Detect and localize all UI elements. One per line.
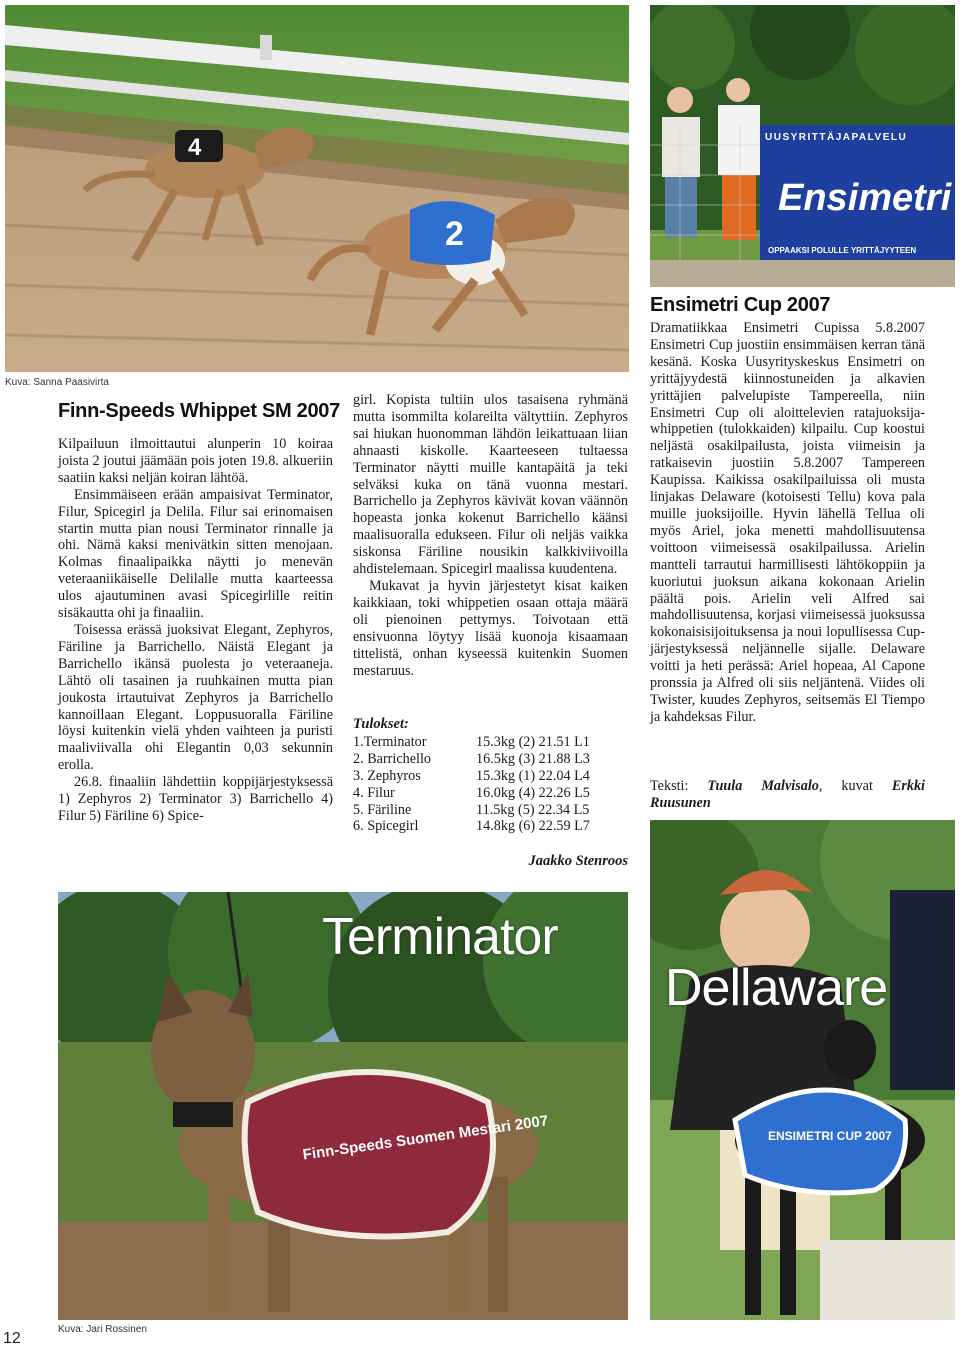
credit-photographer: Erkki Ruusunen — [650, 778, 925, 811]
results-place: 1.Terminator — [353, 734, 427, 750]
results-info: 11.5kg (5) 22.34 L5 — [476, 801, 590, 818]
article-paragraph: girl. Kopista tultiin ulos tasaisena ryhmänä mutta isommilta kolareilta vältyttiin. Zephyros sai hiukan huonomman lähdön leikattuaan liian ahnaasti kiskolle. Kaarteeseen tultaessa Terminator näytti muille kantapäitä ja teki selväksi kuka on tänä vuonna mestari. Barrichello ja Zephyros kävivät kovan väännön hopeasta jonka kokenut Barrichello käänsi maalisuoralla edukseen. Filur oli neljäs vaikka siskonsa Färiline nousikin kalkkiviivoilla ahdistelemaan. Spicegirl maalissa kuudentena. — [353, 392, 628, 578]
race-photo — [5, 5, 629, 372]
results-row — [353, 768, 628, 785]
terminator-cloak-text: Finn-Speeds Suomen Mestari 2007 — [301, 1112, 550, 1164]
credit-mid: , kuvat — [818, 778, 892, 794]
article-author: Jaakko Stenroos — [528, 853, 628, 869]
dellaware-cloak-text: ENSIMETRI CUP 2007 — [768, 1129, 892, 1143]
results-place: 5. Färiline — [353, 801, 412, 818]
race-dog-2-number: 2 — [445, 215, 464, 253]
results-place: 3. Zephyros — [353, 767, 421, 784]
article-column-1 — [58, 436, 333, 825]
top-photo-credit: Kuva: Sanna Paasivirta — [5, 377, 109, 388]
article-column-2 — [353, 392, 628, 679]
article-title-cup: Ensimetri Cup 2007 — [650, 294, 831, 316]
article-paragraph: Kilpailuun ilmoittautui alunperin 10 koiraa joista 2 joutui jäämään pois joten 19.8. alkueriin saatiin kaksi neljän koiran lähtöä. — [58, 436, 333, 486]
results-info: 16.0kg (4) 22.26 L5 — [476, 784, 590, 801]
article-paragraph: Ensimmäiseen erään ampaisivat Terminator, Filur, Spicegirl ja Delila. Filur sai erinomaisen startin mutta pian nousi Terminator rinnalle ja ohi. Nämä kaksi menivätkin sitten menojaan. Kolmas finaalipaikka näytti jo menevän veteraaniikäiselle Delilalle mutta kaarteessa ulos ajautuminen avasi Spicegirlille reitin sisäkautta ohi ja finaaliin. — [58, 486, 333, 622]
banner-logo-text: Ensimetri — [778, 177, 952, 219]
cup-article-credit — [650, 778, 925, 812]
banner-photo — [650, 5, 955, 287]
results-info: 14.8kg (6) 22.59 L7 — [476, 818, 590, 835]
page-number: 12 — [3, 1330, 21, 1347]
results-place: 4. Filur — [353, 784, 395, 801]
results-row — [353, 818, 628, 835]
results-info: 15.3kg (2) 21.51 L1 — [476, 734, 590, 750]
results-place: 6. Spicegirl — [353, 818, 419, 835]
article-paragraph: Mukavat ja hyvin järjestetyt kisat kaiken kaikkiaan, toki whippetien osaan ottaja määrä oli pienoinen pettymys. Toivotaan että ensivuonna löytyy lisää kuonoja kisaamaan tittelistä, onhan kyseessä kuitenkin Suomen mestaruus. — [353, 577, 628, 679]
results-place: 2. Barrichello — [353, 750, 432, 767]
results-title: Tulokset: — [353, 716, 409, 732]
results-row — [353, 734, 628, 751]
results-info: 15.3kg (1) 22.04 L4 — [476, 767, 590, 784]
banner-top-text: UUSYRITTÄJAPALVELU — [765, 132, 908, 143]
credit-author: Tuula Malvisalo — [707, 778, 819, 794]
results-row — [353, 751, 628, 768]
dellaware-photo — [650, 820, 955, 1320]
banner-bottom-text: OPPAAKSI POLULLE YRITTÄJYYTEEN — [768, 246, 917, 255]
article-paragraph: Dramatiikkaa Ensimetri Cupissa 5.8.2007 Ensimetri Cup juostiin ensimmäisen kerran tänä kesänä. Koska Uusyrityskeskus Ensimetri on yrittäjyydestä kiinnostuneiden ja alkavien yrittäjien palvelupiste Tampereella, niin Ensimetri Cup oli aloittelevien ratajuoksija-whippetien (tulokkaiden) kilpailu. Cup koostui neljästä osakilpailusta, joista viimeisin ja ratkaisevin juostiin 5.8.2007 Tampereen Kaupissa. Kaikissa osakilpailuissa oli musta linjakas Delaware (kotoisesti Tellu) kova pala muille juoksijoille. Hyvin lähellä Tellua oli myös Ariel, joka menetti mahdollisuutensa voittoon viimeisessä osakilpailussa. Arielin mantteli tarrautui harmillisesti lähtökoppiin ja kuoriutui juoksun aikana kokonaan Arielin päältä pois. Arielin veli Alfred sai mahdollisuutensa, korjasi viimeisessä juoksussa kokonaisisijoituksensa ja noui lopullisessa Cup-järjestyksessä neljännelle sijalle. Delaware voitti ja heti perässä: Ariel hopeaa, Al Capone pronssia ja Alfred oli siis neljäntenä. Viides oli Twister, kuudes Zephyros, seitsemäs El Tiempo ja kahdeksas Filur. — [650, 320, 925, 725]
article-paragraph: Toisessa erässä juoksivat Elegant, Zephyros, Färiline ja Barrichello. Näistä Elegant ja Barrichello ikänsä puolesta jo veteraaneja. Lähtö oli tasainen ja ruuhkainen mutta pian joukosta irtautuivat Zephyros ja Barrichello kannoillaan Elegant. Loppusuoralla Färiline löysi kuitenkin vielä yhden vaihteen ja puristi maaliviivalla ohi Elegantin 0,03 sekunnin erolla. — [58, 621, 333, 774]
results-block — [353, 716, 628, 835]
cup-article-body — [650, 320, 925, 726]
results-row — [353, 785, 628, 802]
terminator-label: Terminator — [322, 908, 558, 966]
race-dog-1-number: 4 — [188, 134, 202, 161]
article-paragraph: 26.8. finaaliin lähdettiin koppijärjestyksessä 1) Zephyros 2) Terminator 3) Barrichello 4) Filur 5) Färiline 6) Spice- — [58, 774, 333, 824]
article-title-sm: Finn-Speeds Whippet SM 2007 — [58, 400, 340, 422]
results-row — [353, 802, 628, 819]
credit-prefix: Teksti: — [650, 778, 708, 794]
dellaware-label: Dellaware — [665, 959, 888, 1017]
results-info: 16.5kg (3) 21.88 L3 — [476, 750, 590, 767]
bottom-photo-credit: Kuva: Jari Rossinen — [58, 1324, 147, 1335]
